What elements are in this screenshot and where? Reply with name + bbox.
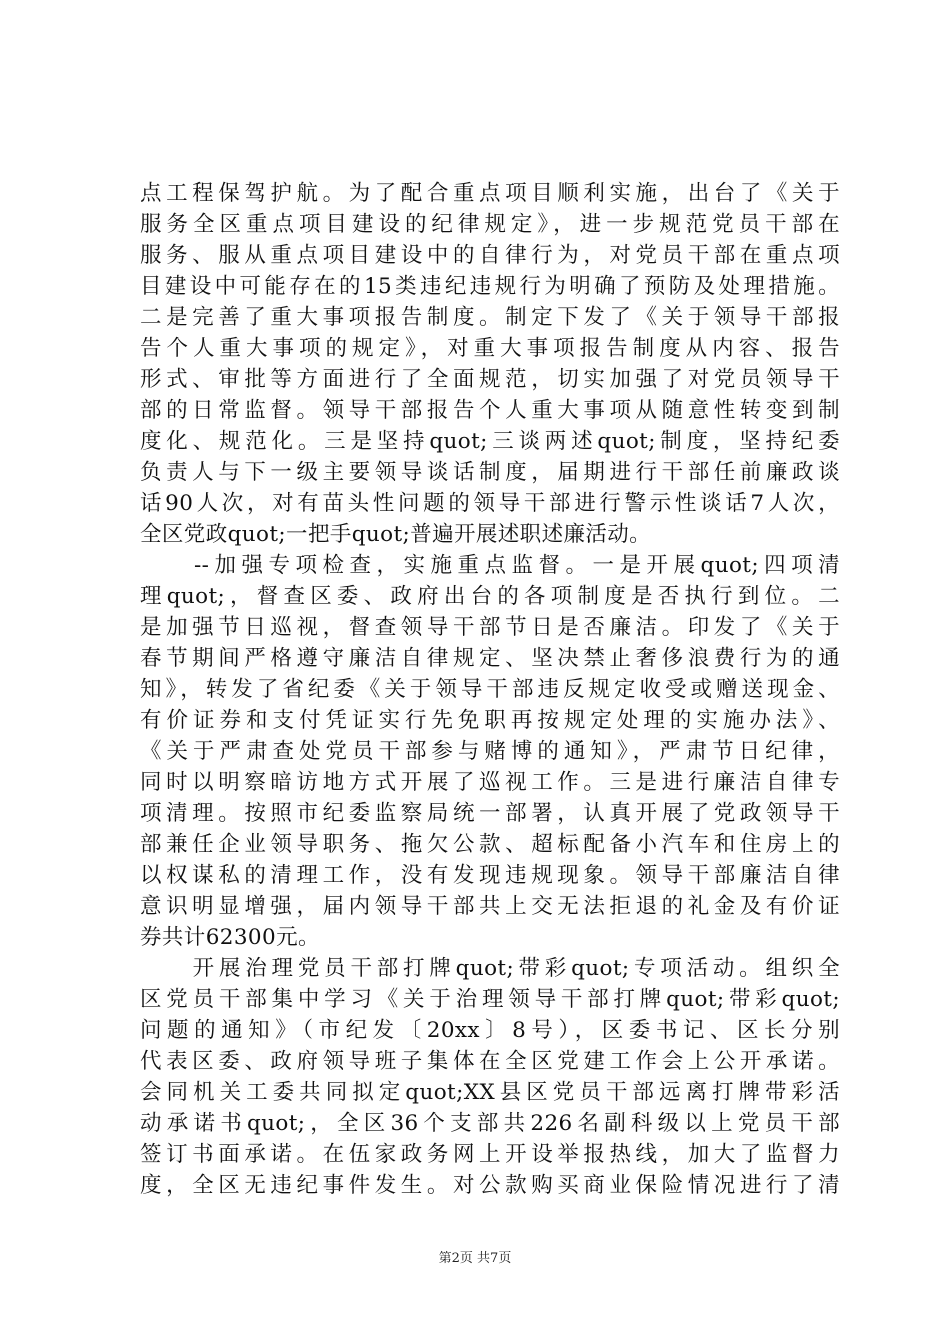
text-line: 部的日常监督。领导干部报告个人重大事项从随意性转变到制	[140, 398, 840, 423]
text-line: 目建设中可能存在的15类违纪违规行为明确了预防及处理措施。	[140, 274, 840, 299]
text-line: 部兼任企业领导职务、拖欠公款、超标配备小汽车和住房上的	[140, 832, 840, 857]
text-line: 问题的通知》（市纪发〔20xx〕8号），区委书记、区长分别	[140, 1018, 840, 1043]
text-line: 同时以明察暗访地方式开展了巡视工作。三是进行廉洁自律专	[140, 770, 840, 795]
text-line: 《关于严肃查处党员干部参与赌博的通知》，严肃节日纪律，	[140, 739, 840, 764]
text-line: 开展治理党员干部打牌quot;带彩quot;专项活动。组织全	[140, 956, 840, 981]
text-line: 春节期间严格遵守廉洁自律规定、坚决禁止奢侈浪费行为的通	[140, 646, 840, 671]
text-line: 形式、审批等方面进行了全面规范，切实加强了对党员领导干	[140, 367, 840, 392]
text-line: 点工程保驾护航。为了配合重点项目顺利实施，出台了《关于	[140, 181, 840, 206]
text-line: 签订书面承诺。在伍家政务网上开设举报热线，加大了监督力	[140, 1142, 840, 1167]
text-line: 度，全区无违纪事件发生。对公款购买商业保险情况进行了清	[140, 1173, 840, 1198]
text-line: 有价证券和支付凭证实行先免职再按规定处理的实施办法》、	[140, 708, 840, 733]
text-line: 服务、服从重点项目建设中的自律行为，对党员干部在重点项	[140, 243, 840, 268]
text-line: 话90人次，对有苗头性问题的领导干部进行警示性谈话7人次，	[140, 491, 840, 516]
text-line: 负责人与下一级主要领导谈话制度，届期进行干部任前廉政谈	[140, 460, 840, 485]
page-footer: 第2页 共7页	[438, 1251, 512, 1266]
text-line: 服务全区重点项目建设的纪律规定》，进一步规范党员干部在	[140, 212, 840, 237]
text-line: 代表区委、政府领导班子集体在全区党建工作会上公开承诺。	[140, 1049, 840, 1074]
text-line: --加强专项检查，实施重点监督。一是开展quot;四项清	[140, 553, 840, 578]
text-line: 度化、规范化。三是坚持quot;三谈两述quot;制度，坚持纪委	[140, 429, 840, 454]
text-line: 知》，转发了省纪委《关于领导干部违反规定收受或赠送现金、	[140, 677, 840, 702]
text-line: 动承诺书quot;，全区36个支部共226名副科级以上党员干部	[140, 1111, 840, 1136]
text-line: 意识明显增强，届内领导干部共上交无法拒退的礼金及有价证	[140, 894, 840, 919]
text-line: 是加强节日巡视，督查领导干部节日是否廉洁。印发了《关于	[140, 615, 840, 640]
text-line: 券共计62300元。	[140, 925, 320, 950]
text-line: 理quot;，督查区委、政府出台的各项制度是否执行到位。二	[140, 584, 840, 609]
text-line: 区党员干部集中学习《关于治理领导干部打牌quot;带彩quot;	[140, 987, 840, 1012]
text-line: 以权谋私的清理工作，没有发现违规现象。领导干部廉洁自律	[140, 863, 840, 888]
text-line: 全区党政quot;一把手quot;普遍开展述职述廉活动。	[140, 522, 652, 547]
text-line: 项清理。按照市纪委监察局统一部署，认真开展了党政领导干	[140, 801, 840, 826]
body-text	[140, 178, 840, 1201]
text-line: 告个人重大事项的规定》，对重大事项报告制度从内容、报告	[140, 336, 840, 361]
text-line: 会同机关工委共同拟定quot;XX县区党员干部远离打牌带彩活	[140, 1080, 840, 1105]
text-line: 二是完善了重大事项报告制度。制定下发了《关于领导干部报	[140, 305, 840, 330]
